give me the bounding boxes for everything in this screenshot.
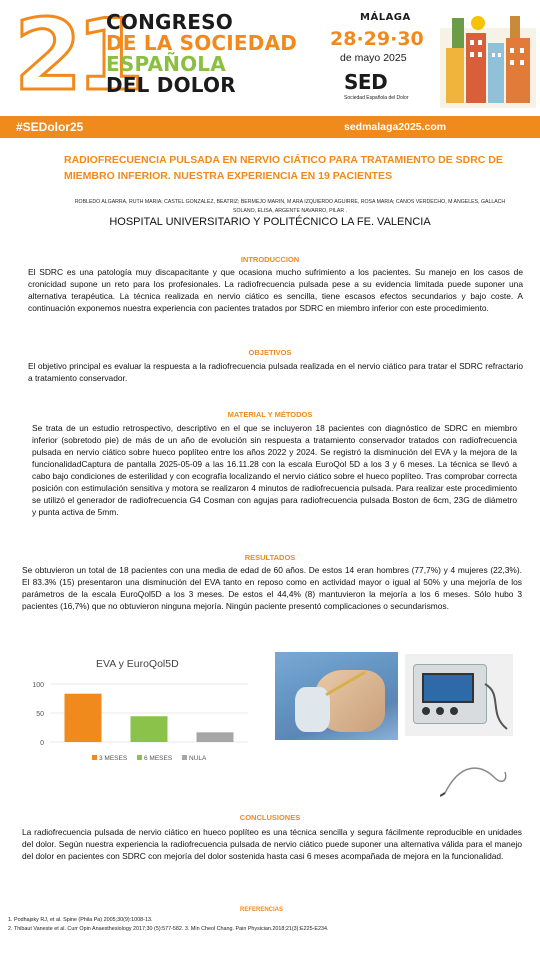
generator-screen: [422, 673, 474, 703]
conclusions-heading: CONCLUSIONES: [239, 813, 301, 822]
generator-photo: [405, 654, 513, 736]
sed-logo-subtitle: Sociedad Española del Dolor: [344, 95, 409, 101]
reference-item: 2. Thibaut Vaneste et al. Curr Opin Anaesthesiology 2017;30 (5):577-582. 3. Min Cheol Chang. Pain Physician.2018;21(3):E225-E234.: [8, 926, 329, 932]
chart-bar: [65, 694, 102, 742]
references-list: [8, 916, 328, 934]
intro-paragraph: El SDRC es una patología muy discapacitante y que ocasiona mucho sufrimiento a los pacientes. Su manejo en los casos de cronicidad supone un reto para los profesionales. La radiofrecuencia pulsada pese a su evidencia limitada puede suponer una alternativa terapéutica. La técnica realizada en nervio ciático es sencilla, tiene escasos efectos secundarios y bajo coste. A continuación exponemos nuestra experiencia con pacientes tratados por SDRC en miembro inferior con este procedimiento.: [28, 267, 523, 313]
website-text: sedmalaga2025.com: [344, 121, 447, 133]
legend-label: 3 MESES: [99, 755, 128, 762]
methods-paragraph: Se trata de un estudio retrospectivo, descriptivo en el que se incluyeron 18 pacientes con diagnóstico de SDRC en miembro inferior (sobretodo pie) de más de un año de evolución sin respuesta a tratamiento conservador tratados con radiofrecuencia pulsada en nervio ciático sobre hueco poplíteo entre los años 2022 y 2024. Se registró la disminución del EVA y la mejora de la funcionalidadCaptura de pantalla 2025-05-09 a las 16.11.28 con la escala EuroQol 5D a los 3 y 6 meses. La técnica se llevó a cabo bajo condiciones de esterilidad y con ecografía localizando el nervio ciático sobre el hueco poplíteo. Tras comprobar correcta posición con estimulación sensitiva y motora se realizaron 4 minutos de radiofrecuencia pulsada. Para realizar este procedimiento se utilizó el generador de radiofrecuencia G4 Cosman con agujas para radiofrecuencia pulsada Boston de 6cm, 23G de diámetro y punta activa de 5mm.: [32, 423, 517, 517]
chart-title: EVA y EuroQol5D: [96, 658, 179, 670]
reference-item: 1. Podhajsky RJ, et al. Spine (Phila Pa) 2005;30(9):1008-13.: [8, 917, 153, 923]
y-tick-label: 50: [36, 711, 44, 718]
congress-title: [106, 12, 297, 96]
chart-bar: [131, 716, 168, 742]
chart-bar: [197, 732, 234, 742]
generator-knob: [422, 707, 430, 715]
congress-title-line: DE LA SOCIEDAD: [106, 31, 298, 55]
probe-icon: [440, 758, 510, 798]
objectives-heading: OBJETIVOS: [248, 348, 292, 357]
congress-month: de mayo 2025: [340, 52, 407, 64]
legend-swatch: [137, 755, 142, 760]
generator-knob: [450, 707, 458, 715]
methods-heading: MATERIAL Y MÉTODOS: [227, 410, 313, 419]
congress-header: [0, 0, 540, 115]
congress-number: 21: [14, 0, 139, 113]
generator-knob: [436, 707, 444, 715]
y-tick-label: 0: [40, 740, 44, 747]
results-paragraph: Se obtuvieron un total de 18 pacientes con una media de edad de 60 años. De estos 14 eran hombres (77,7%) y 4 mujeres (22,3%). El 83.3% (15) presentaron una disminución del EVA tanto en reposo como en actividad mayor o igual al 50% y una mejoría de los parámetros de la escala EuroQol5D a los 3 meses. De estos el 44,4% (8) mantuvieron la mejoría a los 6 meses. Sólo hubo 3 pacientes (16,7%) que no obtuvieron ninguna mejoría. Ningún paciente presentó complicaciones o secundarismos.: [22, 565, 522, 611]
objectives-paragraph: El objetivo principal es evaluar la respuesta a la radiofrecuencia pulsada realizada en el nervio ciático para tratar el SDRC refractario a tratamiento conservador.: [28, 361, 523, 383]
congress-city: MÁLAGA: [360, 12, 411, 23]
legend-label: 6 MESES: [144, 755, 173, 762]
legend-label: NULA: [189, 755, 207, 762]
congress-title-line: CONGRESO: [106, 10, 233, 34]
intro-heading: INTRODUCCION: [240, 255, 300, 264]
legend-swatch: [92, 755, 97, 760]
poster-title: RADIOFRECUENCIA PULSADA EN NERVIO CIÁTICO PARA TRATAMIENTO DE SDRC DE MIEMBRO INFERIOR. NUESTRA EXPERIENCIA EN 19 PACIENTES: [64, 154, 503, 182]
bar-chart: [28, 676, 264, 772]
hashtag-banner: [0, 116, 540, 138]
hashtag-text: #SEDolor25: [16, 120, 84, 134]
y-tick-label: 100: [32, 682, 44, 689]
congress-dates: 28·29·30: [330, 28, 424, 50]
poster-authors: ROBLEDO ALGARRA, RUTH MARIA; CASTEL GONZALEZ, BEATRIZ; BERMEJO MARIN, M ARA IZQUIERDO AGUIRRE, ROSA MARIA; CANOS VERDECHO, M ANGELES, GALLACH SOLANO, ELISA, ARGENTE NAVARRO, PILAR .: [74, 199, 506, 214]
sed-logo: SED: [344, 70, 388, 94]
references-heading: REFERENCIAS: [240, 907, 284, 913]
malaga-illustration-icon: [440, 8, 536, 108]
results-heading: RESULTADOS: [244, 553, 296, 562]
rf-generator: [413, 664, 487, 724]
congress-title-line: ESPAÑOLA: [106, 52, 226, 76]
poster-hospital: HOSPITAL UNIVERSITARIO Y POLITÉCNICO LA FE. VALENCIA: [109, 216, 431, 228]
congress-title-line: DEL DOLOR: [106, 73, 236, 97]
cable-icon: [483, 674, 511, 734]
conclusions-paragraph: La radiofrecuencia pulsada de nervio ciático en hueco poplíteo es una técnica sencilla y segura fácilmente reproducible en unidades del dolor. Según nuestra experiencia la radiofrecuencia pulsada de nervio ciático puede suponer una alternativa válida para el manejo del dolor en pacientes con SDRC con mejoría del dolor sostenida hasta casi 6 meses acompañada de mejora en la funcionalidad.: [22, 827, 522, 861]
procedure-photo: [275, 652, 398, 740]
legend-swatch: [182, 755, 187, 760]
